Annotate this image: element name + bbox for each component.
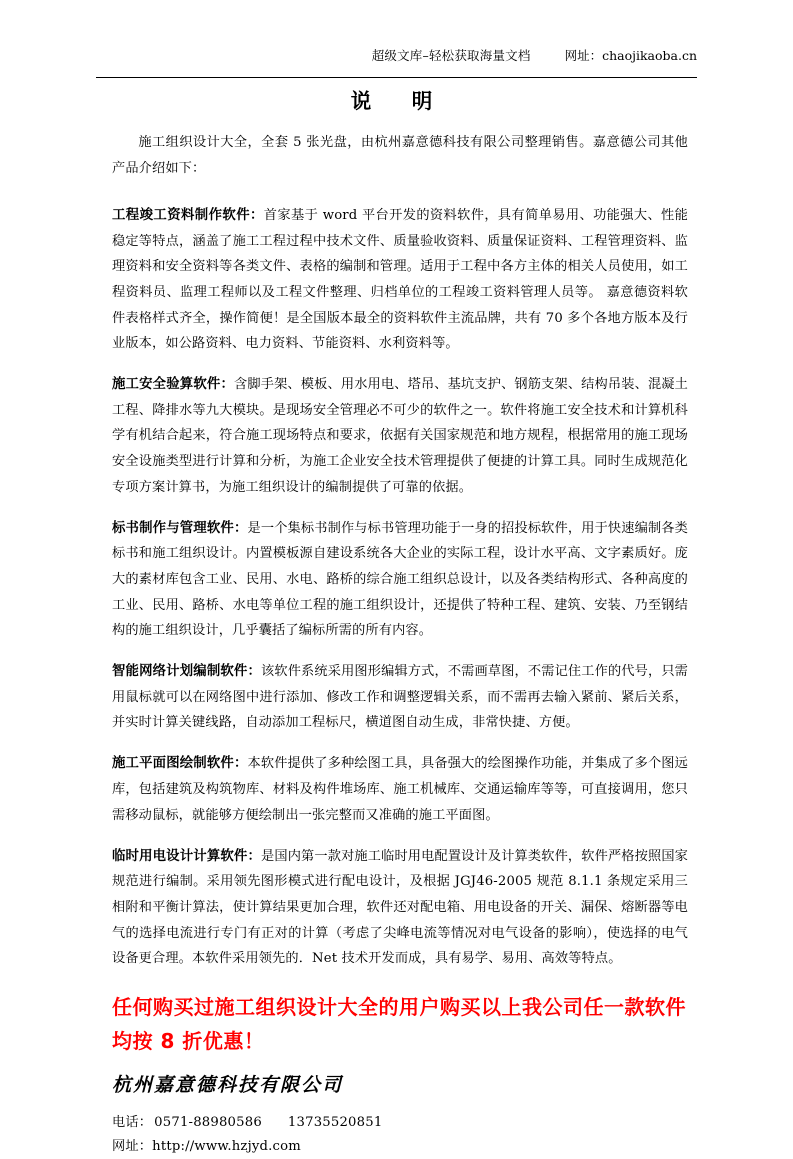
promo-discount-text: 任何购买过施工组织设计大全的用户购买以上我公司任一款软件均按 8 折优惠！	[112, 994, 686, 1053]
section-lead-label: 智能网络计划编制软件：	[112, 664, 262, 680]
section-lead-label: 工程竣工资料制作软件：	[112, 208, 264, 224]
website-label: 网址：	[112, 1138, 153, 1154]
intro-paragraph: 施工组织设计大全，全套 5 张光盘，由杭州嘉意德科技有限公司整理销售。嘉意德公司其他产品介绍如下：	[112, 135, 688, 176]
header-site-url: 网址：chaojikaoba.cn	[564, 48, 697, 63]
phone-number: 0571-88980586	[154, 1114, 262, 1130]
mobile-number: 13735520851	[287, 1114, 383, 1130]
section-body-text: 该软件系统采用图形编辑方式，不需画草图，不需记住工作的代号，只需用鼠标就可以在网络图中进行添加、修改工作和调整逻辑关系，而不需再去输入紧前、紧后关系，并实时计算关键线路，自动添加工程标尺，横道图自动生成，非常快捷、方便。	[112, 664, 688, 731]
section-body-text: 含脚手架、模板、用水用电、塔吊、基坑支护、钢筋支架、结构吊装、混凝土工程、降排水等九大模块。是现场安全管理必不可少的软件之一。软件将施工安全技术和计算机科学有机结合起来，符合施工现场特点和要求，依据有关国家规范和地方规程，根据常用的施工现场安全设施类型进行计算和分析，为施工企业安全技术管理提供了便捷的计算工具。同时生成规范化专项方案计算书，为施工组织设计的编制提供了可靠的依据。	[112, 377, 688, 495]
section-body-text: 是国内第一款对施工临时用电配置设计及计算类软件，软件严格按照国家规范进行编制。采用领先图形模式进行配电设计，及根据 JGJ46-2005 规范 8.1.1 条规定采用三相附和平衡计算法，使计算结果更加合理，软件还对配电箱、用电设备的开关、漏保、熔断器等电气的选择电流进行专门有正对的计算（考虑了尖峰电流等情况对电气设备的影响），使选择的电气设备更合理。本软件采用领先的．Net 技术开发而成，具有易学、易用、高效等特点。	[112, 848, 688, 967]
section-paragraph	[112, 659, 688, 736]
section-lead-label: 施工安全验算软件：	[112, 377, 235, 393]
section-body-text: 首家基于 word 平台开发的资料软件，具有简单易用、功能强大、性能稳定等特点，涵盖了施工工程过程中技术文件、质量验收资料、质量保证资料、工程管理资料、监理资料和安全资料等各类文件、表格的编制和管理。适用于工程中各方主体的相关人员使用，如工程资料员、监理工程师以及工程文件整理、归档单位的工程竣工资料管理人员等。 嘉意德资料软件表格样式齐全，操作简便！是全国版本最全的资料软件主流品牌，共有 70 多个各地方版本及行业版本，如公路资料、电力资料、节能资料、水利资料等。	[112, 208, 688, 352]
contact-block	[112, 1111, 688, 1159]
section-lead-label: 施工平面图绘制软件：	[112, 756, 248, 772]
company-name: 杭州嘉意德科技有限公司	[112, 1073, 344, 1096]
section-paragraph	[112, 844, 688, 972]
section-paragraph	[112, 751, 688, 828]
page-header	[96, 48, 697, 78]
website-url[interactable]: http://www.hzjyd.com	[152, 1138, 301, 1154]
section-paragraph	[112, 516, 688, 644]
phone-label: 电话：	[112, 1114, 153, 1130]
section-lead-label: 标书制作与管理软件：	[112, 520, 248, 536]
header-brand-text: 超级文库–轻松获取海量文档	[371, 48, 531, 63]
section-lead-label: 临时用电设计计算软件：	[112, 848, 262, 864]
contact-website-line	[112, 1135, 688, 1159]
contact-phone-line	[112, 1111, 688, 1135]
document-body	[112, 130, 688, 1159]
page-title: 说 明	[350, 89, 443, 113]
section-body-text: 是一个集标书制作与标书管理功能于一身的招投标软件，用于快速编制各类标书和施工组织设计。内置模板源自建设系统各大企业的实际工程，设计水平高、文字素质好。庞大的素材库包含工业、民用、水电、路桥的综合施工组织总设计，以及各类结构形式、各种高度的工业、民用、路桥、水电等单位工程的施工组织设计，还提供了特种工程、建筑、安装、乃至钢结构的施工组织设计，几乎囊括了编标所需的所有内容。	[112, 520, 688, 639]
section-paragraph	[112, 203, 688, 357]
section-paragraph	[112, 372, 688, 500]
section-body-text: 本软件提供了多种绘图工具，具备强大的绘图操作功能，并集成了多个图远库，包括建筑及构筑物库、材料及构件堆场库、施工机械库、交通运输库等等，可直接调用，您只需移动鼠标，就能够方便绘制出一张完整而又准确的施工平面图。	[112, 756, 688, 823]
